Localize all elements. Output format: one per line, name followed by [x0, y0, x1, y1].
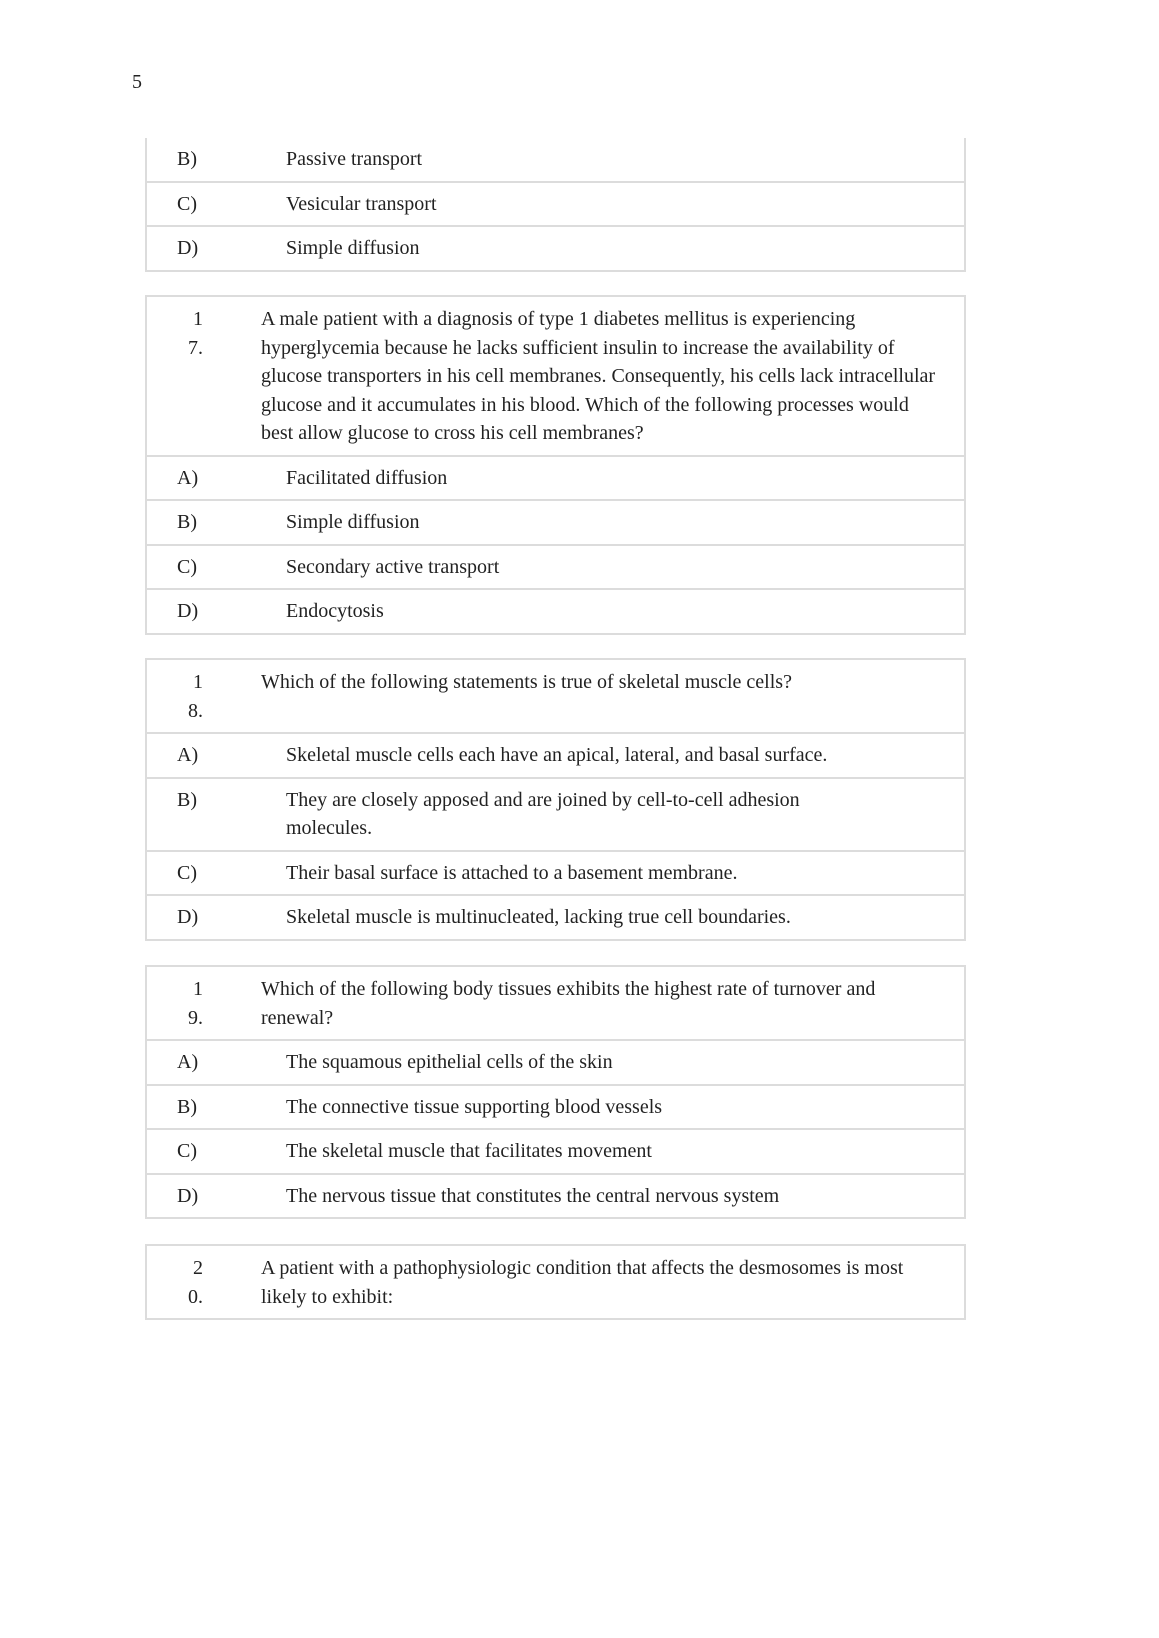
option-row [147, 1084, 964, 1129]
option-text: Facilitated diffusion [286, 466, 448, 489]
option-text: Their basal surface is attached to a basement membrane. [286, 861, 738, 884]
option-text: Endocytosis [286, 600, 384, 622]
question-row [147, 967, 964, 1039]
option-text: They are closely apposed and are joined by cell-to-cell adhesion molecules. [286, 788, 800, 839]
option-text: Simple diffusion [286, 511, 420, 533]
option-text: Simple diffusion [286, 237, 420, 259]
option-letter: C) [177, 555, 197, 578]
option-letter: D) [177, 1184, 199, 1207]
option-text: Skeletal muscle cells each have an apical, lateral, and basal surface. [286, 744, 828, 766]
option-row [147, 544, 964, 589]
option-row [147, 588, 964, 633]
option-row [147, 850, 964, 895]
question-number: 18. [188, 671, 203, 722]
question-text: A patient with a pathophysiologic condition that affects the desmosomes is most likely to exhibit: [261, 1257, 904, 1308]
option-letter: C) [177, 1140, 197, 1162]
question-row [147, 297, 964, 455]
question-number: 20. [188, 1257, 203, 1308]
option-row [147, 732, 964, 777]
option-text: Passive transport [286, 148, 423, 170]
option-row [147, 455, 964, 500]
option-letter: C) [177, 861, 197, 884]
option-row [147, 1128, 964, 1173]
question-20 [145, 1244, 966, 1320]
option-letter: D) [177, 906, 199, 928]
option-row [147, 777, 964, 850]
question-row [147, 1246, 964, 1318]
question-number: 19. [188, 978, 203, 1029]
option-letter: B) [177, 511, 197, 533]
question-text: A male patient with a diagnosis of type 1 diabetes mellitus is experiencing hyperglycemia because he lacks sufficient insulin to increase the availability of glucose transporters in his cell membranes. Consequently, his cells lack intracellular glucose and it accumulates in his blood. Which of the following processes would best allow glucose to cross his cell membranes? [261, 308, 936, 444]
option-text: The nervous tissue that constitutes the central nervous system [286, 1184, 780, 1207]
option-letter: A) [177, 744, 199, 766]
option-letter: C) [177, 192, 197, 215]
option-text: Secondary active transport [286, 555, 500, 578]
question-row [147, 660, 964, 732]
option-row [147, 894, 964, 939]
question-text: Which of the following statements is true of skeletal muscle cells? [261, 671, 792, 693]
option-row [147, 225, 964, 270]
question-16-continued [145, 138, 966, 272]
option-letter: D) [177, 600, 199, 622]
option-letter: B) [177, 788, 197, 811]
question-17 [145, 295, 966, 635]
option-row [147, 138, 964, 181]
option-row [147, 1173, 964, 1218]
option-text: Skeletal muscle is multinucleated, lacking true cell boundaries. [286, 906, 791, 928]
option-row [147, 181, 964, 226]
option-text: The skeletal muscle that facilitates movement [286, 1140, 652, 1162]
question-number: 17. [188, 308, 203, 359]
question-19 [145, 965, 966, 1219]
option-row [147, 499, 964, 544]
option-text: The squamous epithelial cells of the skin [286, 1051, 613, 1073]
option-row [147, 1039, 964, 1084]
page-number: 5 [132, 71, 142, 93]
question-text: Which of the following body tissues exhibits the highest rate of turnover and renewal? [261, 978, 876, 1029]
option-letter: A) [177, 1051, 199, 1073]
option-text: Vesicular transport [286, 192, 437, 215]
option-letter: B) [177, 148, 197, 170]
option-letter: D) [177, 237, 199, 259]
option-letter: B) [177, 1095, 197, 1118]
option-letter: A) [177, 466, 199, 489]
question-18 [145, 658, 966, 941]
option-text: The connective tissue supporting blood vessels [286, 1095, 663, 1118]
